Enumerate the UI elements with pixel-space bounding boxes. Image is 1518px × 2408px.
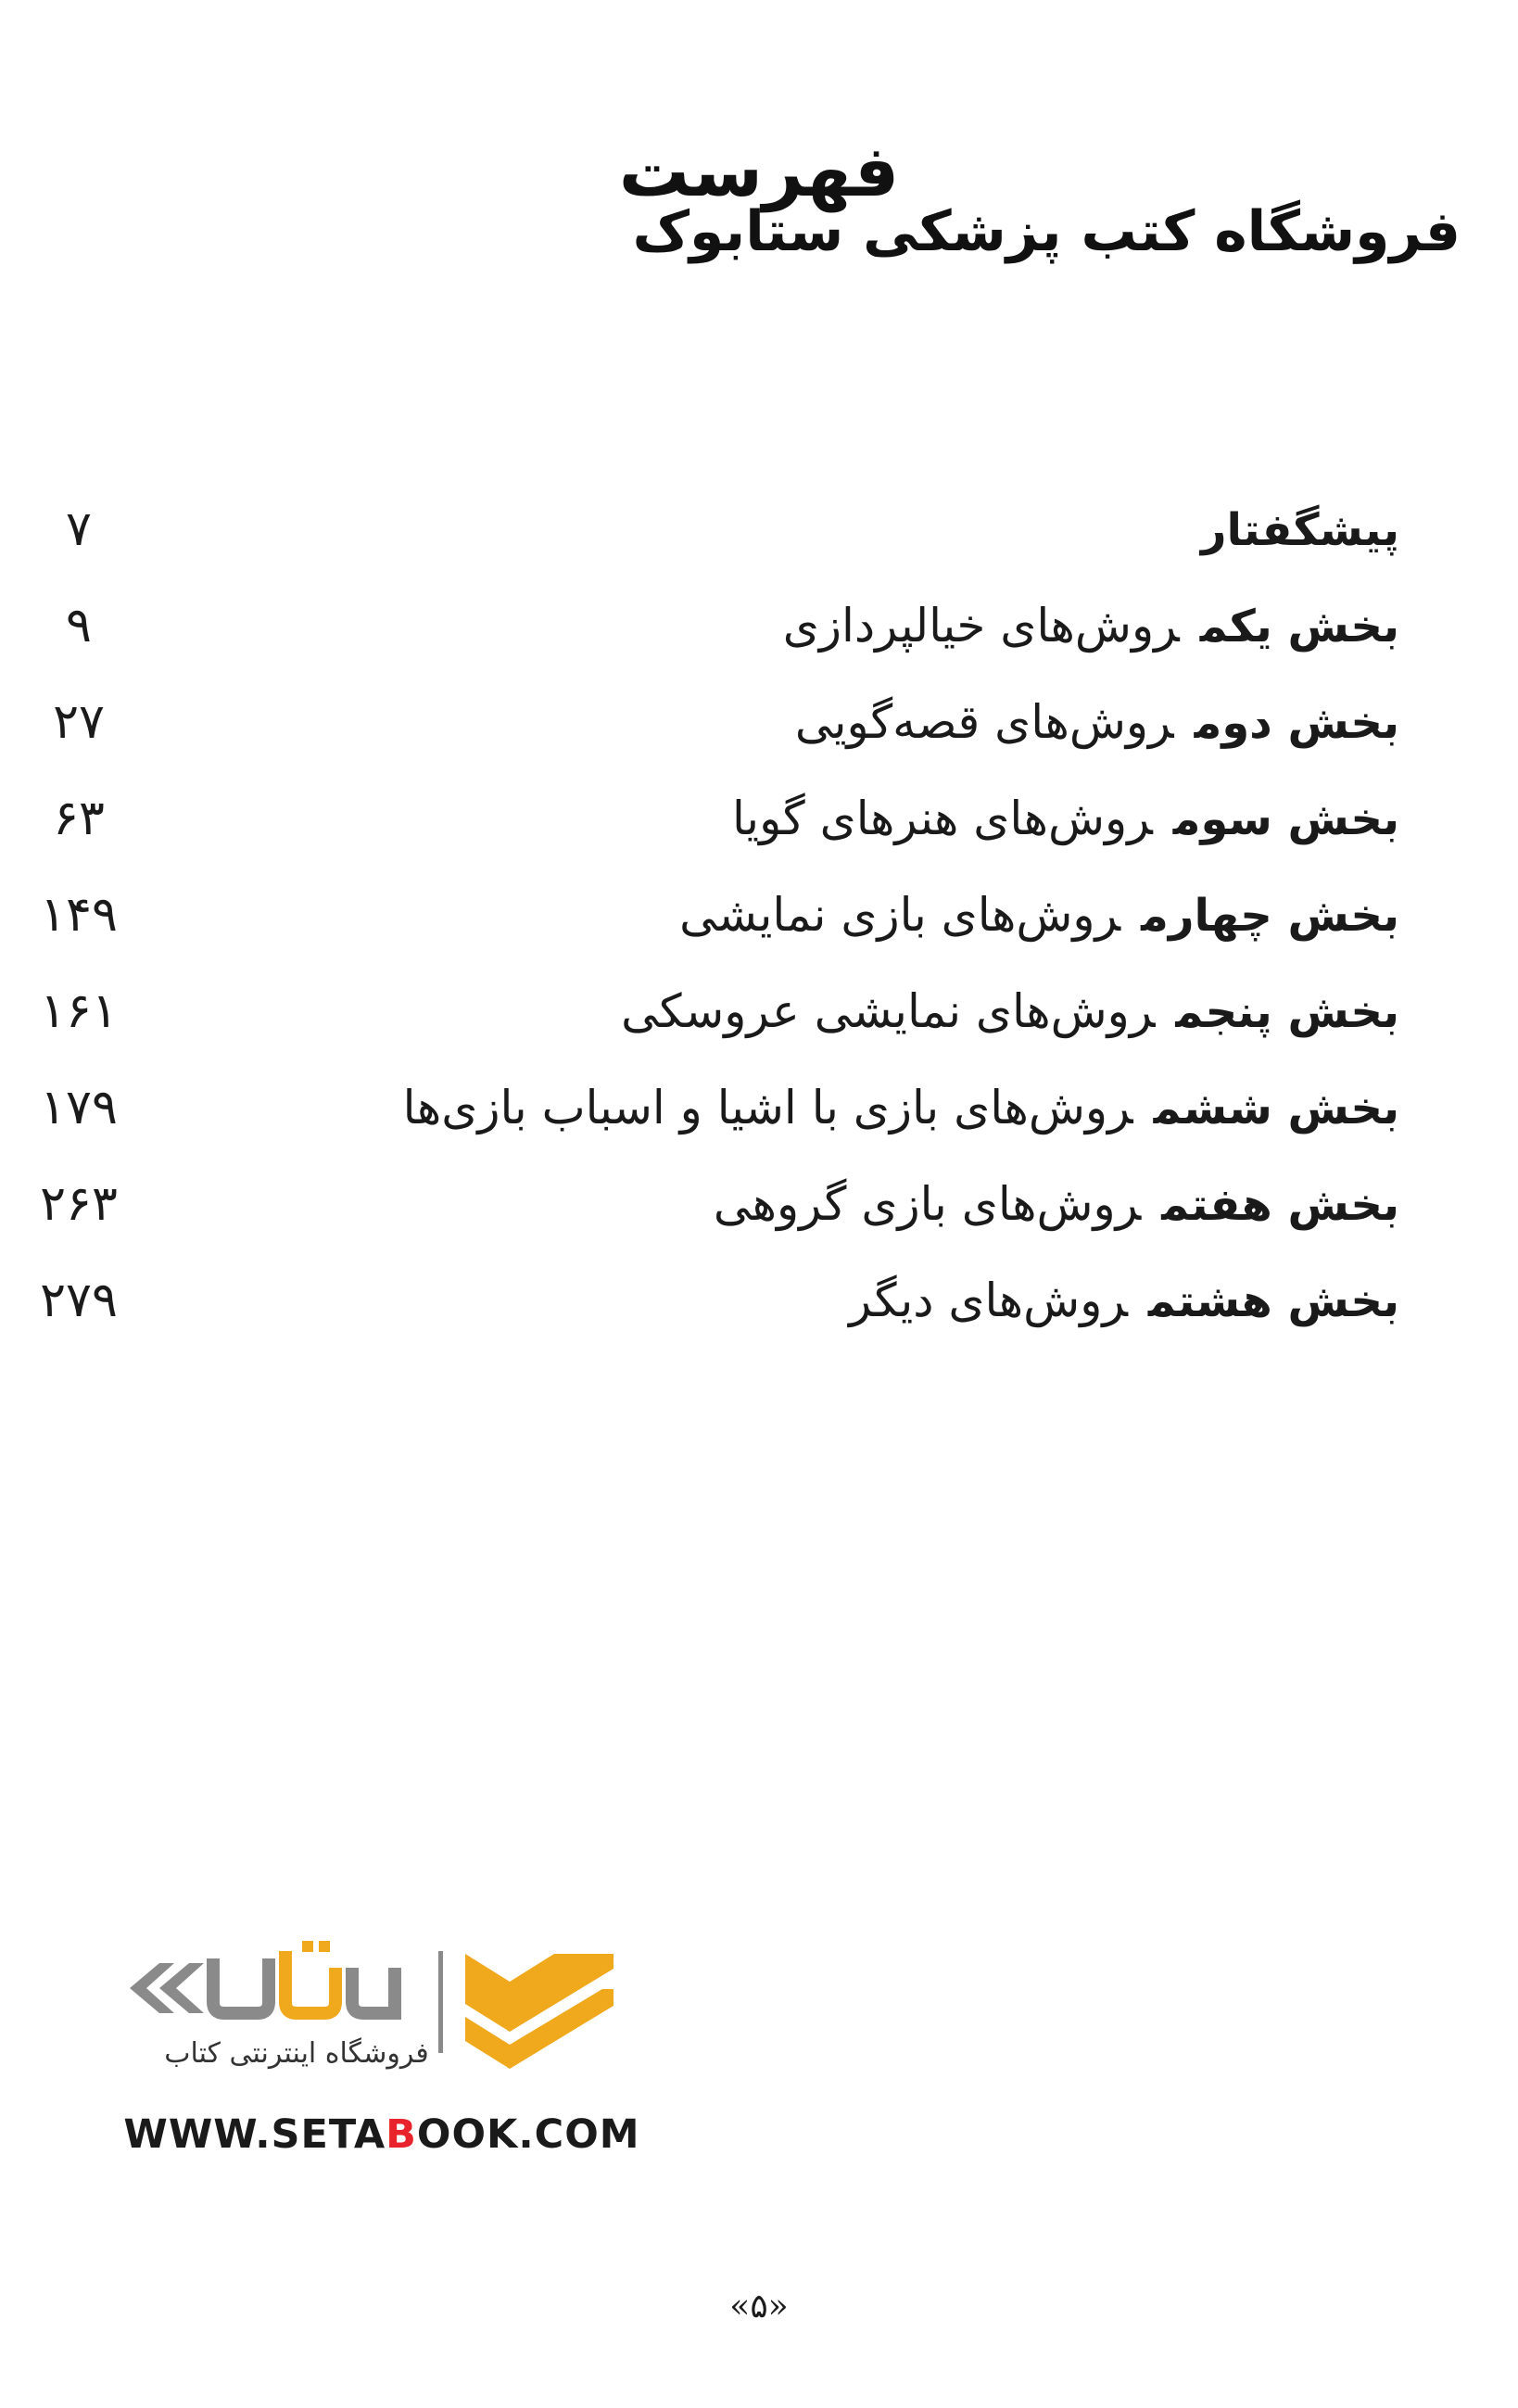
toc-page-number: ۱۴۹ bbox=[40, 887, 118, 943]
toc-row bbox=[37, 489, 1399, 586]
toc-page-number: ۶۳ bbox=[53, 791, 105, 846]
logo-subtitle: فروشگاه اینترنتی کتاب bbox=[164, 2037, 429, 2070]
toc-row bbox=[37, 779, 1399, 875]
toc-title: روش‌های بازی با اشیا و اسباب بازی‌ها bbox=[402, 1081, 1133, 1134]
toc-label: بخش سوم bbox=[1172, 793, 1399, 845]
double-chevron-icon bbox=[130, 1963, 204, 2013]
toc-row bbox=[37, 971, 1399, 1068]
toc-label: بخش هفتم bbox=[1161, 1179, 1399, 1231]
toc-label: بخش ششم bbox=[1153, 1083, 1399, 1134]
toc-page-number: ۷ bbox=[66, 501, 92, 557]
toc-title: روش‌های قصه‌گویی bbox=[794, 695, 1174, 749]
store-watermark: فروشگاه کتب پزشکی ستابوک bbox=[632, 199, 1461, 264]
toc-page-number: ۲۷ bbox=[53, 694, 105, 750]
toc-label: بخش پنجم bbox=[1175, 986, 1399, 1038]
toc-label: بخش یکم bbox=[1199, 601, 1399, 653]
toc-row bbox=[37, 682, 1399, 779]
toc-label: بخش هشتم bbox=[1147, 1275, 1399, 1327]
toc-row bbox=[37, 1068, 1399, 1164]
toc-page-number: ۱۶۱ bbox=[40, 983, 118, 1039]
toc-row bbox=[37, 1261, 1399, 1357]
book-chevron-icon bbox=[465, 1954, 614, 2069]
website-url: WWW.SETABOOK.COM bbox=[123, 2111, 640, 2158]
page-number: «۵» bbox=[729, 2288, 789, 2326]
table-of-contents bbox=[37, 489, 1399, 1357]
page-title: فهرست bbox=[618, 130, 900, 212]
toc-page-number: ۲۷۹ bbox=[40, 1273, 118, 1328]
toc-page-number: ۲۶۳ bbox=[40, 1176, 118, 1232]
toc-title: روش‌های نمایشی عروسکی bbox=[621, 984, 1156, 1038]
toc-row bbox=[37, 586, 1399, 682]
brand-wordmark bbox=[213, 1941, 395, 2013]
toc-title: روش‌های بازی گروهی bbox=[713, 1177, 1142, 1231]
toc-row bbox=[37, 1164, 1399, 1261]
toc-label: پیشگفتار bbox=[1200, 504, 1399, 556]
toc-page-number: ۹ bbox=[66, 598, 92, 653]
toc-title: روش‌های خیالپردازی bbox=[782, 599, 1180, 653]
toc-title: روش‌های بازی نمایشی bbox=[679, 888, 1121, 942]
toc-label: بخش چهارم bbox=[1141, 890, 1399, 942]
toc-page-number: ۱۷۹ bbox=[40, 1080, 118, 1135]
toc-row bbox=[37, 875, 1399, 971]
toc-title: روش‌های هنرهای گویا bbox=[731, 792, 1153, 845]
toc-title: روش‌های دیگر bbox=[849, 1274, 1128, 1327]
toc-label: بخش دوم bbox=[1194, 697, 1399, 749]
